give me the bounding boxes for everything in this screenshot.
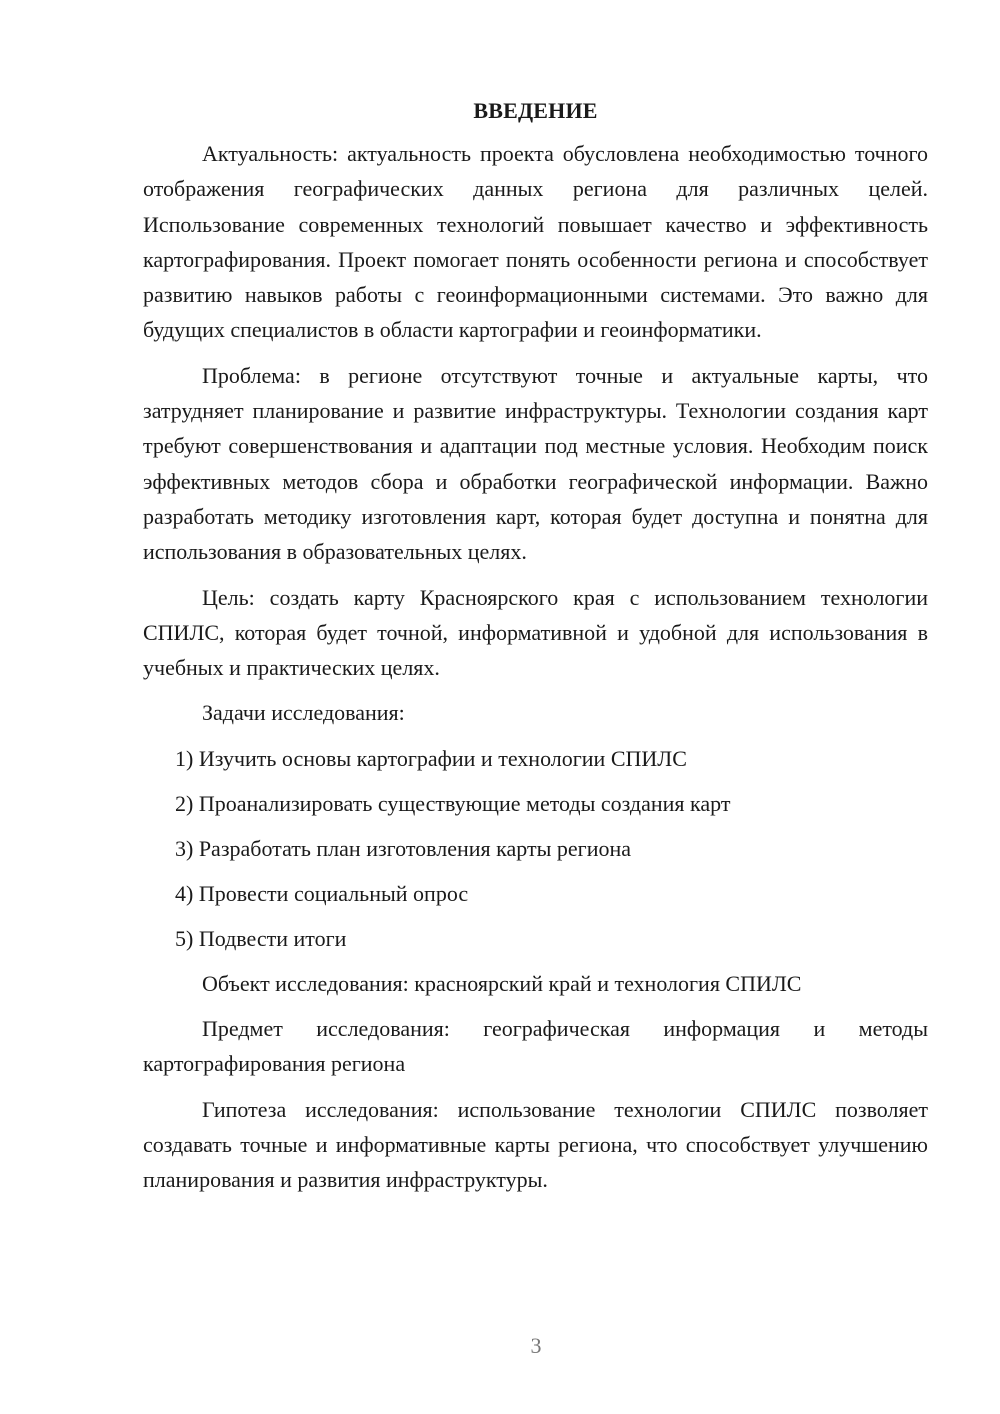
task-item-3: 3) Разработать план изготовления карты региона (175, 835, 632, 861)
task-item-1: 1) Изучить основы картографии и технологии СПИЛС (175, 745, 687, 771)
tasks-heading: Задачи исследования: (202, 700, 405, 726)
paragraph-relevance: Актуальность: актуальность проекта обусловлена необходимостью точного отображения географических данных региона для различных целей. Использование современных технологий повышает качество и эффективность картографирования. Проект помогает понять особенности региона и способствует развитию навыков работы с геоинформационными системами. Это важно для будущих специалистов в области картографии и геоинформатики. (143, 141, 928, 343)
paragraph-subject: Предмет исследования: географическая информация и методы картографирования региона (143, 1016, 928, 1077)
paragraph-problem: Проблема: в регионе отсутствуют точные и актуальные карты, что затрудняет планирование и развитие инфраструктуры. Технологии создания карт требуют совершенствования и адаптации под местные условия. Необходим поиск эффективных методов сбора и обработки географической информации. Важно разработать методику изготовления карт, которая будет доступна и понятна для использования в образовательных целях. (143, 362, 928, 565)
paragraph-goal: Цель: создать карту Красноярского края с использованием технологии СПИЛС, которая будет точной, информативной и удобной для использования в учебных и практических целях. (143, 584, 928, 681)
task-item-5: 5) Подвести итоги (175, 925, 347, 951)
page-number: 3 (530, 1333, 542, 1358)
paragraph-hypothesis: Гипотеза исследования: использование технологии СПИЛС позволяет создавать точные и информативные карты региона, что способствует улучшению планирования и развития инфраструктуры. (143, 1096, 928, 1193)
paragraph-object: Объект исследования: красноярский край и технология СПИЛС (202, 970, 802, 996)
task-item-2: 2) Проанализировать существующие методы создания карт (175, 790, 731, 816)
page-content (143, 96, 928, 1208)
section-title: ВВЕДЕНИЕ (473, 98, 598, 123)
task-item-4: 4) Провести социальный опрос (175, 880, 469, 906)
